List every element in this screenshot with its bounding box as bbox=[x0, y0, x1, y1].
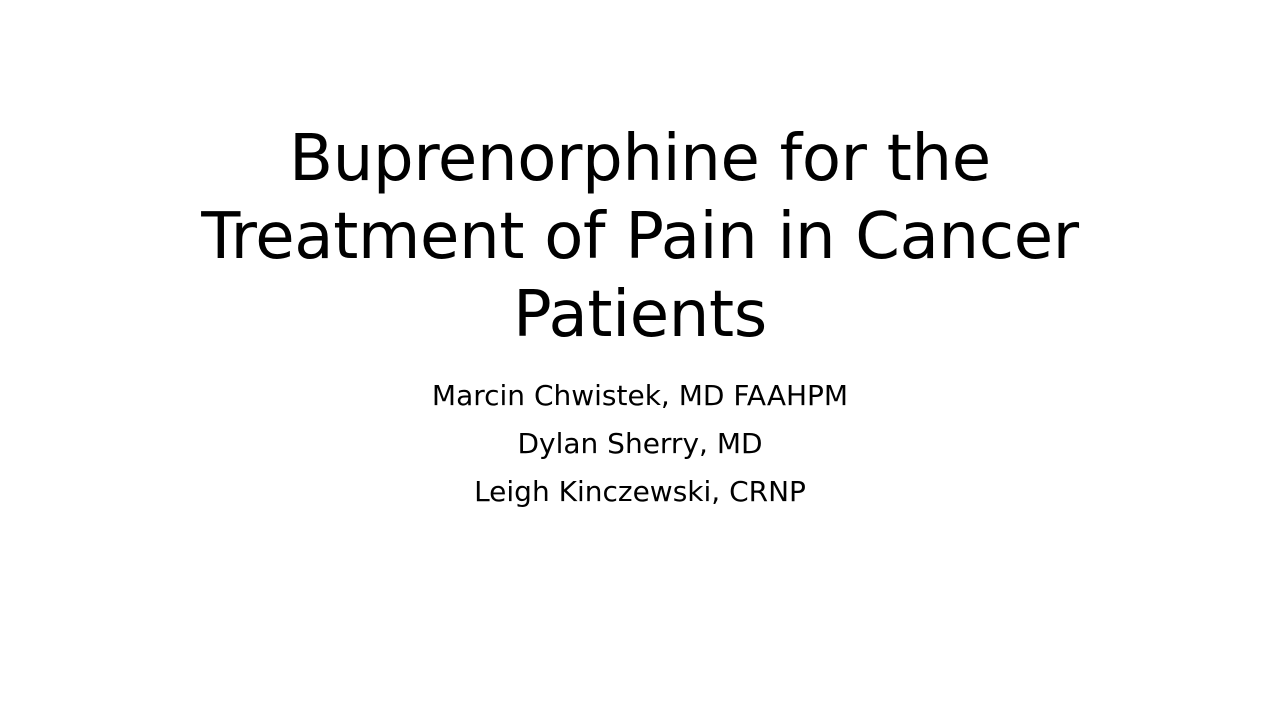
author-line-3: Leigh Kinczewski, CRNP bbox=[474, 475, 806, 509]
page-title: Buprenorphine for the Treatment of Pain in Cancer Patients bbox=[201, 122, 1079, 353]
title-placeholder bbox=[128, 120, 1152, 354]
author-line-2: Dylan Sherry, MD bbox=[517, 427, 763, 461]
subtitle-placeholder bbox=[128, 372, 1152, 516]
author-line-1: Marcin Chwistek, MD FAAHPM bbox=[431, 379, 849, 412]
